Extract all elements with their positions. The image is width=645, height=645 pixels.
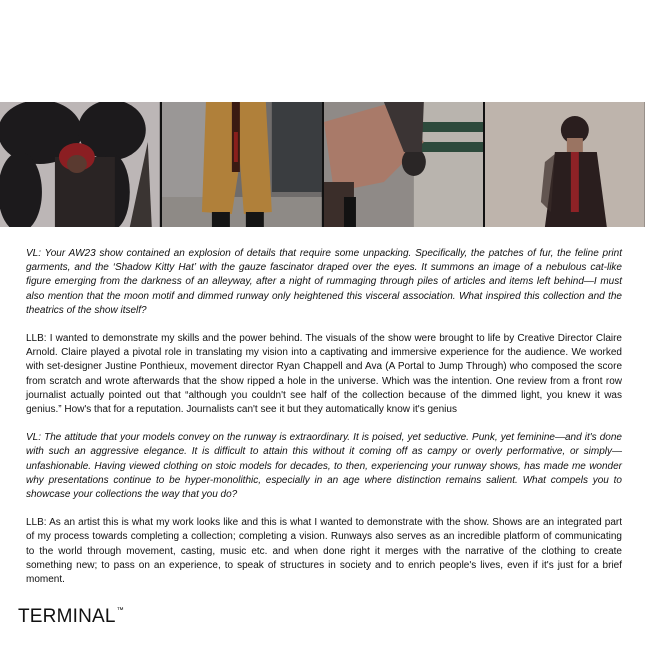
runway-still-3 [324, 102, 484, 227]
runway-still-1 [0, 102, 160, 227]
runway-photo-strip [0, 102, 645, 227]
question-2: VL: The attitude that your models convey on the runway is extraordinary. It is poised, yet seductive. Punk, yet feminine—and it's done with such an aggressive elegance. It is difficult to attain this without it coming off as campy or overly performative, or simply—unfashionable. Having viewed clothing on stoic models for decades, to then, experiencing your runway shows, has made me wonder why presentations continue to be hyper-monolithic, especially in an age where distinction remains salient. What compels you to showcase your collections the way that you do? [26, 432, 622, 501]
trademark-mark: ™ [116, 607, 124, 614]
runway-still-4 [485, 102, 645, 227]
answer-2: LLB: As an artist this is what my work looks like and this is what I wanted to demonstrate with the show. Shows are an integrated part of my process towards completing a collection; completing a vision. Runways also serves as an incredible platform of communicating to the world through movement, casting, music etc. and when done right it merges with the narrative of the clothing to create something new; to pass on an experience, to speak of structures in society and to enrich people's lives, even if it's just for a brief moment. [26, 517, 622, 586]
interview-body [26, 247, 622, 601]
question-1: VL: Your AW23 show contained an explosion of details that require some unpacking. Specifically, the patches of fur, the feline print garments, and the ‘Shadow Kitty Hat’ with the gauze fascinator draped over the eyes. It summons an image of a nebulous cat-like figure emerging from the darkness of an alleyway, after a night of rummaging through piles of articles and items left behind—I must also mention that the moon motif and dimmed runway only heightened this visceral association. What inspired this collection and the theatrics of the show itself? [26, 248, 622, 316]
answer-1: LLB: I wanted to demonstrate my skills and the power behind. The visuals of the show were brought to life by Creative Director Claire Arnold. Claire played a pivotal role in translating my vision into a captivating and immersive experience for the audience. We worked with set-designer Justine Ponthieux, movement director Ryan Chappell and Ava (A Portal to Jump Through) who composed the score from scratch and wrote afterwards that the show ripped a hole in the universe. Which was the intention. One review from a front row journalist actually pointed out that “although you couldn't see half of the collection because of the dimmed light, you knew it was genius.” How's that for a reputation. Journalists can't see it but they automatically know it's genius [26, 333, 622, 416]
runway-still-2 [162, 102, 322, 227]
brand-name: TERMINAL [18, 606, 116, 627]
terminal-logo [18, 606, 124, 628]
